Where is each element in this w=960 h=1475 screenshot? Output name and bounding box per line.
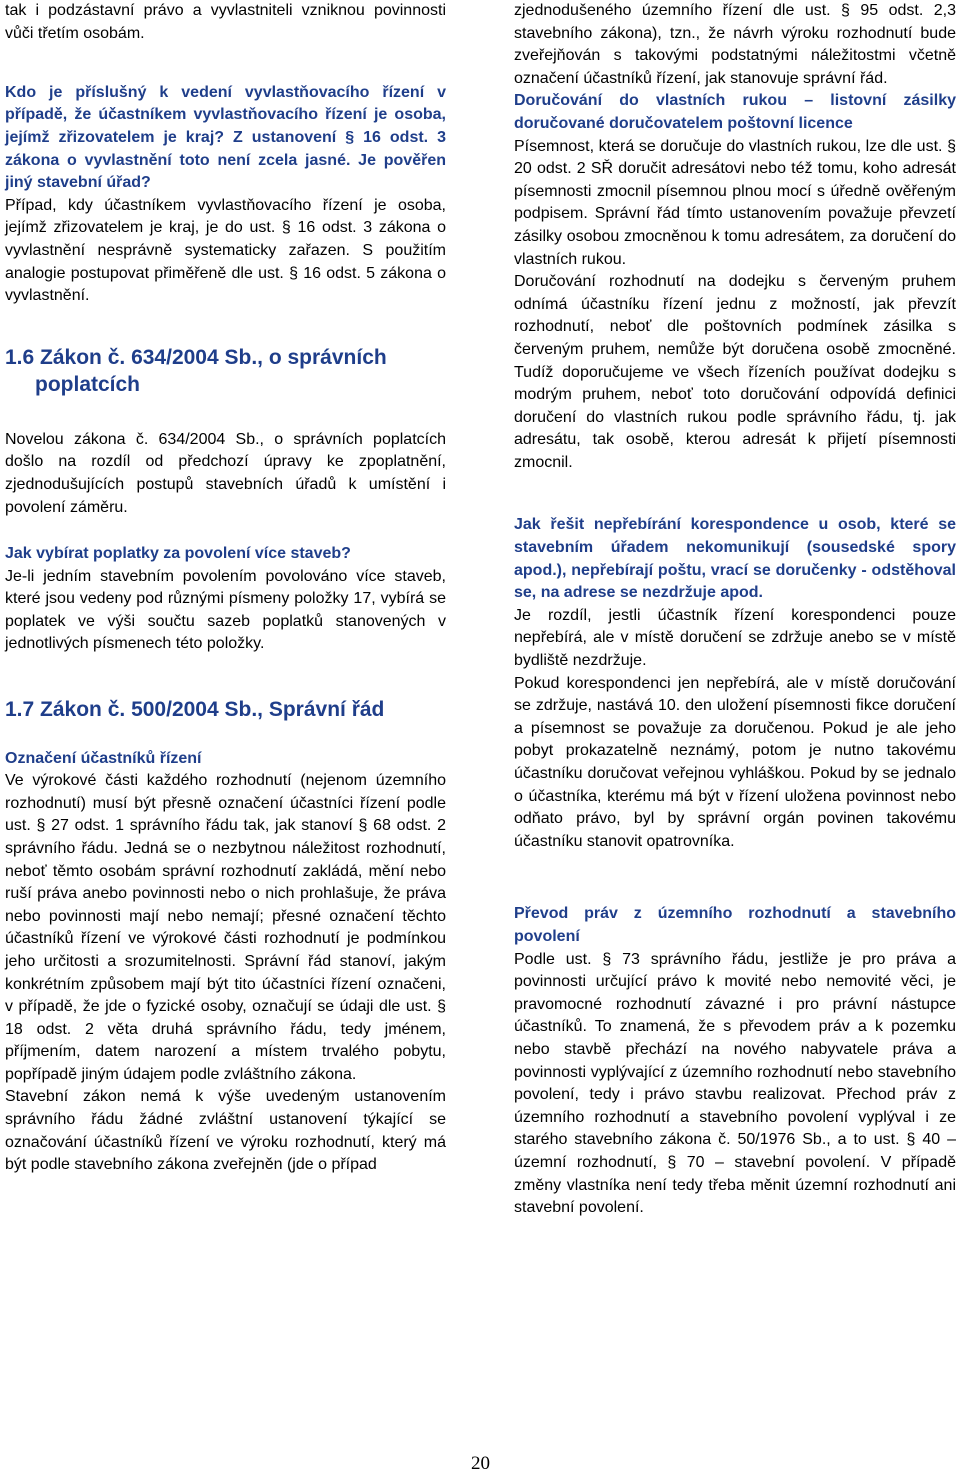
question-poplatky: Jak vybírat poplatky za povolení více staveb? bbox=[5, 545, 351, 563]
subheading-oznaceni: Označení účastníků řízení bbox=[5, 749, 202, 767]
question-neprebirani: Jak řešit nepřebírání korespondence u osob, které se stavebním úřadem nekomunikují (sousedské spory apod.), nepřebírají poštu, vrací se doručenky - odstěhoval se, na adrese se nezdržuje apod. bbox=[514, 516, 956, 602]
answer-oznaceni-1: Ve výrokové části každého rozhodnutí (nejenom územního rozhodnutí) musí být přesně označení účastníci řízení podle ust. § 27 odst. 1 správního řádu tak, jak stanoví § 68 odst. 2 správního řádu. Jedná se o nezbytnou náležitost rozhodnutí, neboť těmto osobám správní rozhodnutí zakládá, mění nebo ruší práva anebo povinnosti nebo o nich prohlašuje, že práva nebo povinnosti mají nebo nemají; přesné označení těchto účastníků řízení ve výrokové části rozhodnutí je podmínkou jeho určitosti a srozumitelnosti. Správní řád stanoví, jakým konkrétním způsobem mají být tito účastníci řízení označeni, v případě, že jde o fyzické osoby, označují se údaji dle ust. § 18 odst. 2 věta druhá správního řádu, tedy jménem, příjmením, datem narození a místem trvalého pobytu, popřípadě jiným údajem podle zvláštního zákona. bbox=[5, 772, 446, 1083]
answer-poplatky: Je-li jedním stavebním povolením povolováno více staveb, které jsou vedeny pod různými písmeny položky 17, vybírá se poplatek ve výši součtu sazeb poplatků stanovených v jednotlivých písmenech této položky. bbox=[5, 567, 446, 653]
answer-neprebirani-1: Je rozdíl, jestli účastník řízení korespondenci pouze nepřebírá, ale v místě doručení se zdržuje anebo se v místě bydliště nezdržuje. bbox=[514, 606, 956, 670]
right-column bbox=[514, 0, 956, 1220]
left-column bbox=[5, 0, 446, 1177]
answer-oznaceni-2: Stavební zákon nemá k výše uvedeným ustanovením správního řádu žádné zvláštní ustanovení týkající se označování účastníků řízení ve výroku rozhodnutí, který má být podle stavebního zákona zveřejněn (jde o případ bbox=[5, 1088, 446, 1174]
answer-prevod: Podle ust. § 73 správního řádu, jestliže je pro práva a povinnosti určující právo k movité nebo nemovité věci, je pravomocné rozhodnutí závazné i pro právní nástupce účastníků. To znamená, že s převodem práv a k pozemku nebo stavbě přechází na nového nabyvatele práva a povinnosti vyplývající z územního rozhodnutí nebo stavebního povolení, tedy i právo stavbu realizovat. Přechod práv z územního rozhodnutí a stavebního povolení vyplýval i ze starého stavebního zákona č. 50/1976 Sb., a to ust. § 40 – územní rozhodnutí, § 70 – stavební povolení. V případě změny vlastníka není tedy třeba měnit územní rozhodnutí ani stavební povolení. bbox=[514, 950, 956, 1217]
question-kraj: Kdo je příslušný k vedení vyvlastňovacího řízení v případě, že účastníkem vyvlastňovacího řízení je osoba, jejímž zřizovatelem je kraj? Z ustanovení § 16 odst. 3 zákona o vyvlastnění toto není zcela jasné. Je pověřen jiný stavební úřad? bbox=[5, 83, 446, 192]
continuation-paragraph: zjednodušeného územního řízení dle ust. § 95 odst. 2,3 stavebního zákona), tzn., že návrh výroku rozhodnutí bude zveřejňován s takovými podstatnými náležitostmi včetně označení účastníků řízení, jak stanovuje správní řád. bbox=[514, 2, 956, 87]
page-number: 20 bbox=[471, 1453, 490, 1474]
intro-paragraph: tak i podzástavní právo a vyvlastniteli vzniknou povinnosti vůči třetím osobám. bbox=[5, 2, 446, 42]
answer-dorucovani-1: Písemnost, která se doručuje do vlastních rukou, lze dle ust. § 20 odst. 2 SŘ doručit adresátovi nebo též tomu, koho adresát písemnosti zmocnil písemnou plnou mocí s úředně ověřeným podpisem. Správní řád tímto ustanovením považuje převzetí zásilky osobou zmocněnou k tomu adresátem, za doručení do vlastních rukou. bbox=[514, 137, 956, 268]
subheading-prevod: Převod práv z územního rozhodnutí a stavebního povolení bbox=[514, 905, 956, 945]
novela-paragraph: Novelou zákona č. 634/2004 Sb., o správních poplatcích došlo na rozdíl od předchozí úpravy ke zpoplatnění, zjednodušujících postupů stavebních úřadů k umístění i povolení záměru. bbox=[5, 430, 446, 516]
section-heading-1-7: 1.7 Zákon č. 500/2004 Sb., Správní řád bbox=[5, 698, 385, 722]
answer-kraj: Případ, kdy účastníkem vyvlastňovacího řízení je osoba, jejímž zřizovatelem je kraj, je do ust. § 16 odst. 3 zákona o vyvlastnění nesprávně systematicky zařazen. S použitím analogie postupovat přiměřeně dle ust. § 16 odst. 5 zákona o vyvlastnění. bbox=[5, 196, 446, 305]
section-heading-1-6: 1.6 Zákon č. 634/2004 Sb., o správních poplatcích bbox=[5, 345, 387, 397]
subheading-dorucovani: Doručování do vlastních rukou – listovní zásilky doručované doručovatelem poštovní licence bbox=[514, 92, 956, 132]
answer-neprebirani-2: Pokud korespondenci jen nepřebírá, ale v místě doručování se zdržuje, nastává 10. den uložení písemnosti fikce doručení a písemnost se považuje za doručenou. Pokud je ale jeho pobyt prokazatelně neznámý, potom je nutno takovému účastníku doručovat veřejnou vyhláškou. Pokud by se jednalo o účastníka, kterému má být v řízení uložena povinnost nebo odňato právo, byl by správní orgán povinen takovému účastníku stanovit opatrovníka. bbox=[514, 674, 956, 850]
answer-dorucovani-2: Doručování rozhodnutí na dodejku s červeným pruhem odnímá účastníku řízení jednu z možností, jak převzít rozhodnutí, neboť dle poštovních podmínek zásilka s červeným pruhem, nemůže být doručena osobě zmocněné. Tudíž doporučujeme ve všech řízeních používat dodejku s modrým pruhem, neboť toto doručování odpovídá definici doručení do vlastních rukou podle správního řádu, tj. jak adresátu, tak osobě, kterou adresát k přijetí písemnosti zmocnil. bbox=[514, 273, 956, 471]
